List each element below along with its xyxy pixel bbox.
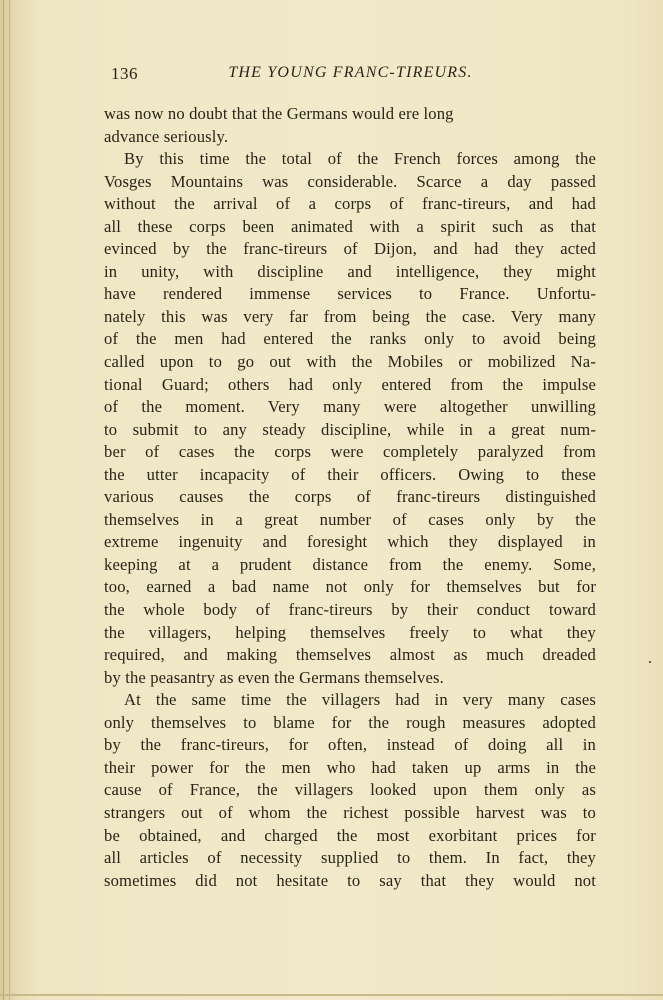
text-line: extreme ingenuity and foresight which they displayed in <box>104 532 596 552</box>
text-line: At the same time the villagers had in very many cases <box>124 690 596 710</box>
text-line: cause of France, the villagers looked upon them only as <box>104 780 596 800</box>
text-line: too, earned a bad name not only for themselves but for <box>104 577 596 597</box>
text-line: by the peasantry as even the Germans themselves. <box>104 667 444 687</box>
text-line: required, and making themselves almost as much dreaded <box>104 645 596 665</box>
body-text <box>104 103 596 892</box>
text-line: advance seriously. <box>104 126 229 146</box>
text-line: strangers out of whom the richest possible harvest was to <box>104 802 596 822</box>
text-line: called upon to go out with the Mobiles or mobilized Na- <box>104 352 596 372</box>
text-line: Vosges Mountains was considerable. Scarce a day passed <box>104 171 596 191</box>
text-line: to submit to any steady discipline, while in a great num- <box>104 419 596 439</box>
text-line: tional Guard; others had only entered from the impulse <box>104 374 596 394</box>
text-line: all these corps been animated with a spirit such as that <box>104 216 596 236</box>
binding-edge-line <box>3 0 4 1000</box>
text-line: their power for the men who had taken up arms in the <box>104 757 596 777</box>
text-line: have rendered immense services to France. Unfortu- <box>104 284 596 304</box>
text-line: the utter incapacity of their officers. Owing to these <box>104 464 596 484</box>
text-line: various causes the corps of franc-tireurs distinguished <box>104 487 596 507</box>
text-line: themselves in a great number of cases only by the <box>104 509 596 529</box>
text-line: was now no doubt that the Germans would ere long <box>104 104 454 123</box>
page-number: 136 <box>111 64 138 83</box>
text-line: evinced by the franc-tireurs of Dijon, and had they acted <box>104 239 596 259</box>
text-line: keeping at a prudent distance from the enemy. Some, <box>104 554 596 574</box>
text-line: of the moment. Very many were altogether unwilling <box>104 397 596 417</box>
text-line: nately this was very far from being the case. Very many <box>104 306 596 326</box>
page-header <box>103 64 598 90</box>
text-line: sometimes did not hesitate to say that they would not <box>104 870 596 890</box>
running-head: THE YOUNG FRANC-TIREURS. <box>228 64 473 81</box>
text-line: be obtained, and charged the most exorbitant prices for <box>104 825 596 845</box>
margin-mark: . <box>648 650 652 667</box>
text-line: By this time the total of the French forces among the <box>124 149 596 169</box>
text-line: in unity, with discipline and intelligence, they might <box>104 261 596 281</box>
text-line: the villagers, helping themselves freely to what they <box>104 622 596 642</box>
binding-edge-line <box>9 0 10 1000</box>
text-line: by the franc-tireurs, for often, instead of doing all in <box>104 735 596 755</box>
text-line: the whole body of franc-tireurs by their conduct toward <box>104 600 596 620</box>
text-line: of the men had entered the ranks only to avoid being <box>104 329 596 349</box>
page-bottom-edge <box>0 994 663 996</box>
text-line: all articles of necessity supplied to them. In fact, they <box>104 848 596 868</box>
text-line: only themselves to blame for the rough measures adopted <box>104 712 596 732</box>
text-line: without the arrival of a corps of franc-tireurs, and had <box>104 194 596 214</box>
text-line: ber of cases the corps were completely paralyzed from <box>104 442 596 462</box>
